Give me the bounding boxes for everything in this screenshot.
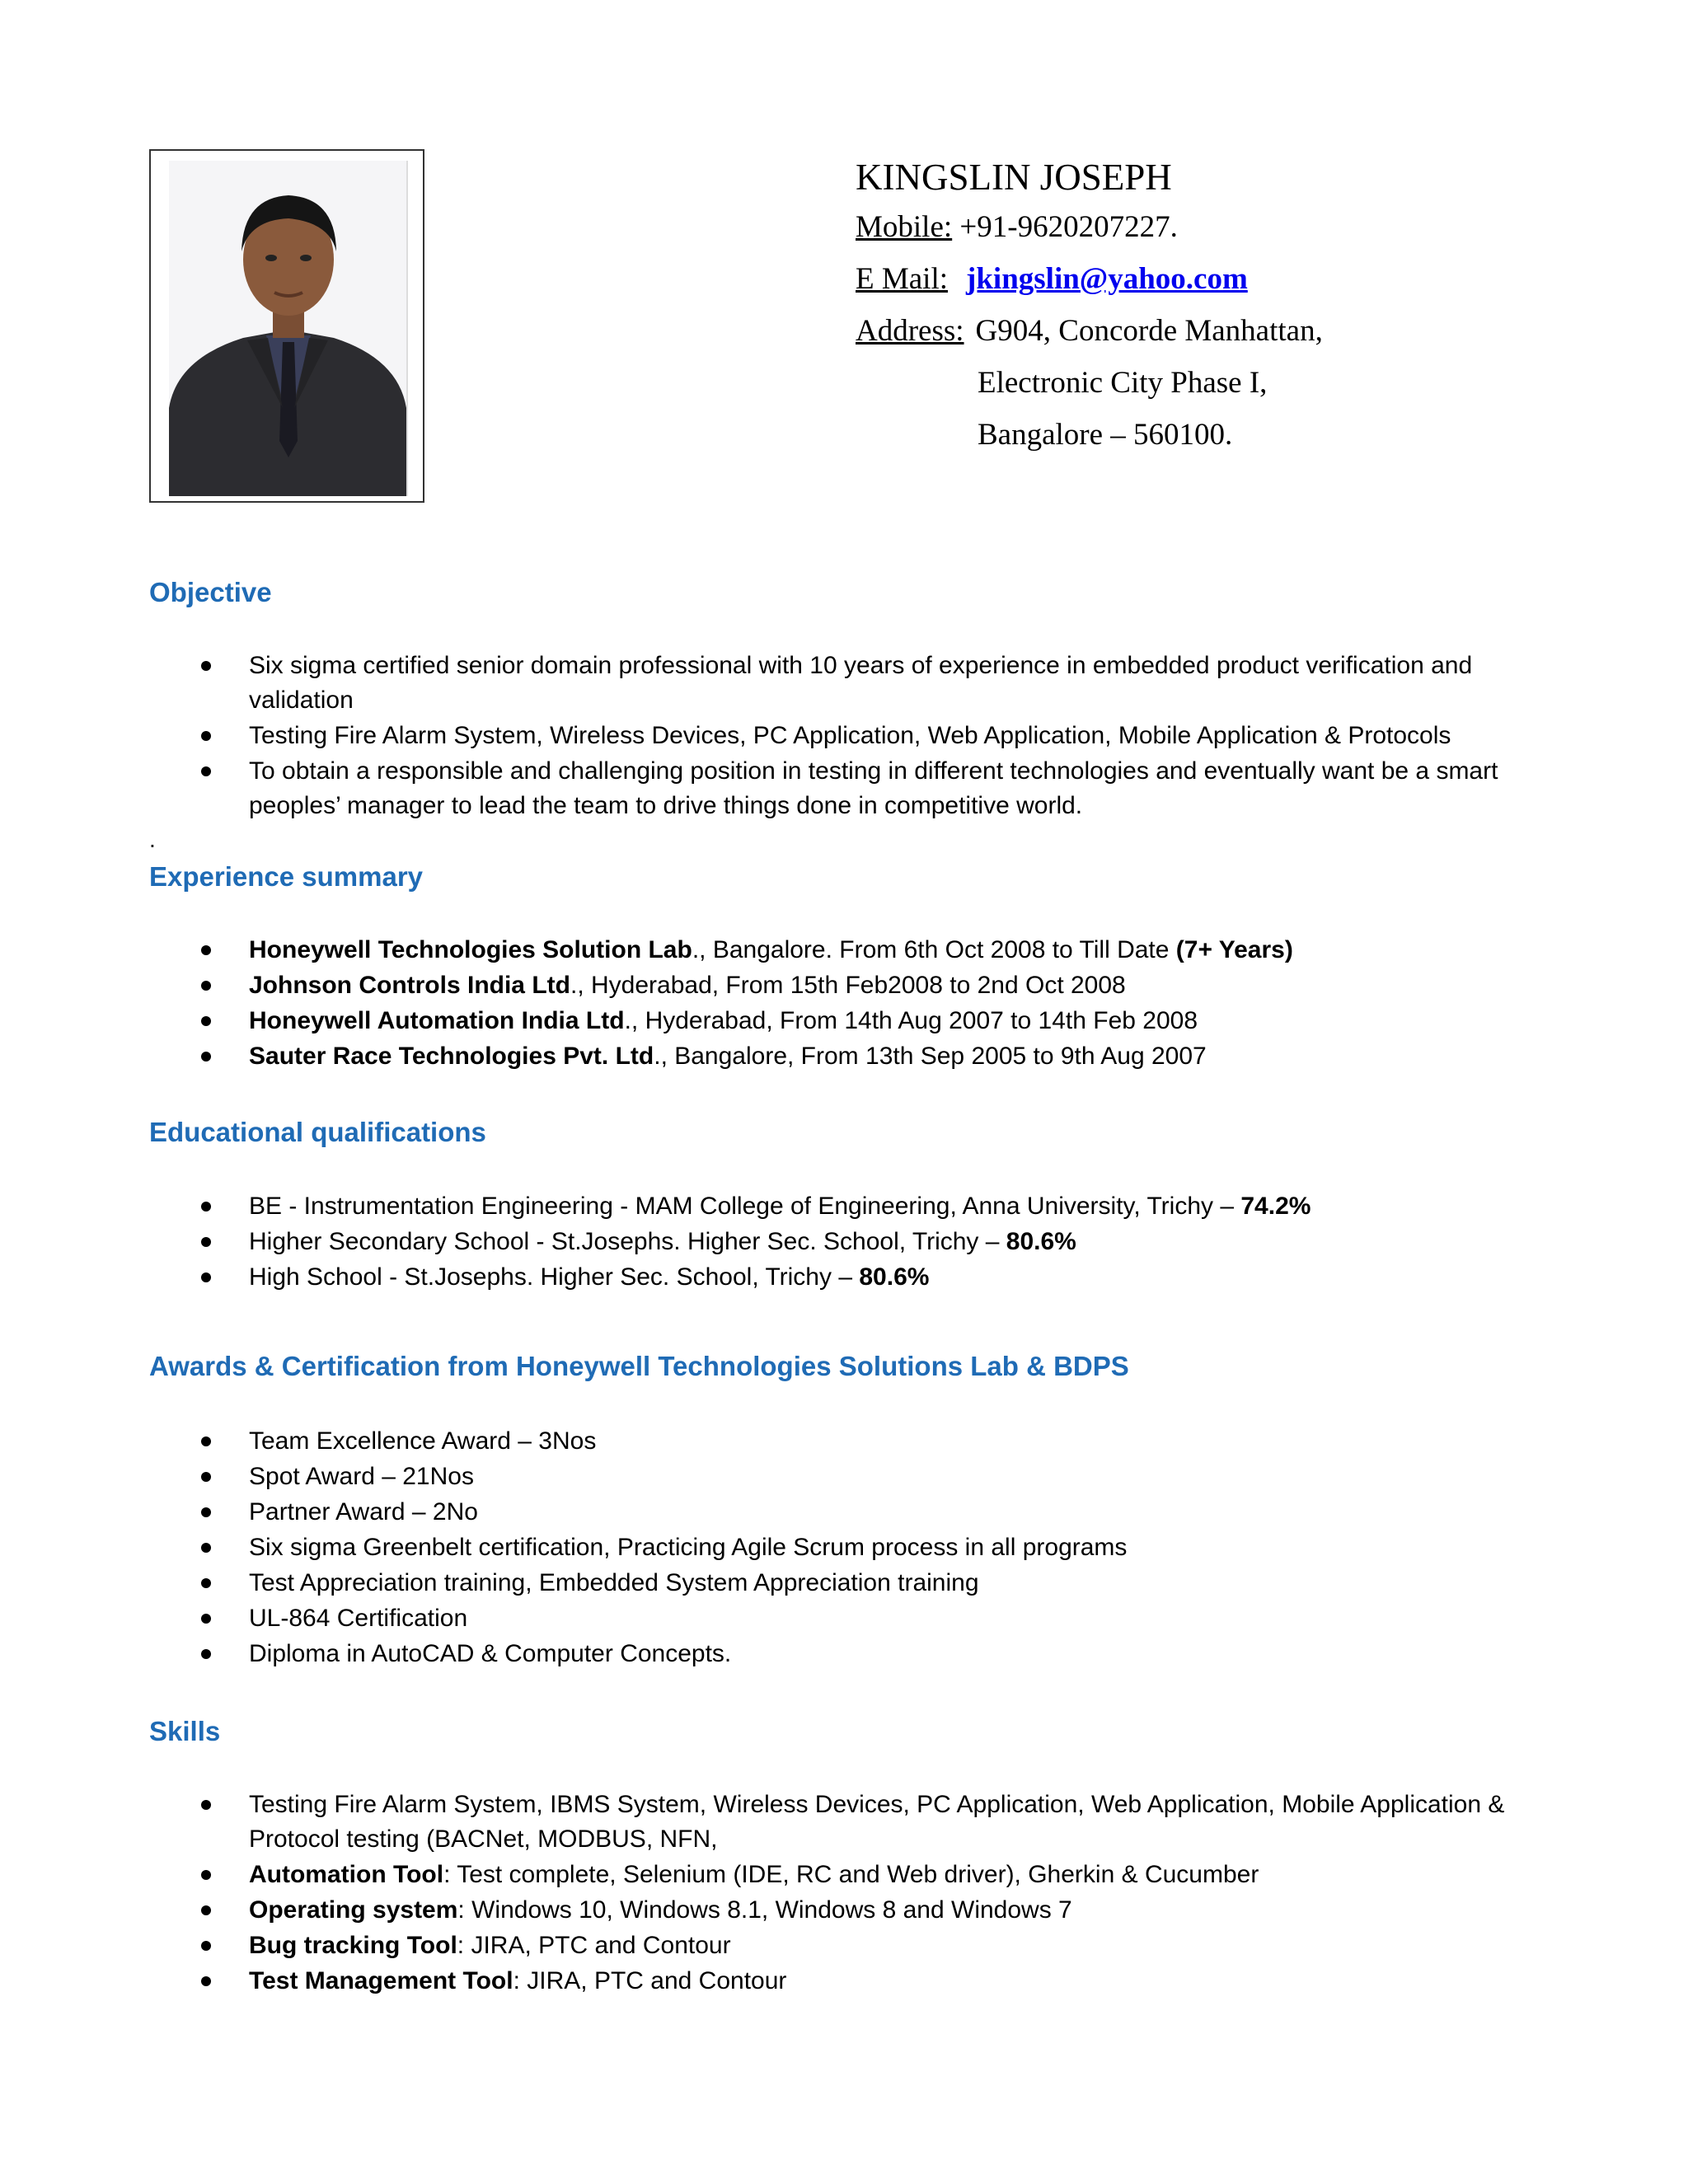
objective-list bbox=[201, 649, 1536, 824]
list-item bbox=[201, 968, 1536, 1003]
objective-heading: Objective bbox=[149, 577, 272, 607]
company-detail: ., Hyderabad, From 14th Aug 2007 to 14th Feb 2008 bbox=[624, 1007, 1198, 1034]
list-item bbox=[201, 1225, 1536, 1259]
contact-block bbox=[856, 153, 1323, 461]
address-line-1: G904, Concorde Manhattan, bbox=[975, 314, 1323, 348]
company-name: Honeywell Automation India Ltd bbox=[249, 1007, 625, 1034]
list-item: Six sigma Greenbelt certification, Practicing Agile Scrum process in all programs bbox=[201, 1530, 1536, 1565]
education-text: Higher Secondary School - St.Josephs. Higher Sec. School, Trichy – bbox=[249, 1228, 1006, 1255]
list-item: Spot Award – 21Nos bbox=[201, 1460, 1536, 1494]
list-item: Testing Fire Alarm System, IBMS System, Wireless Devices, PC Application, Web Application, Mobile Application & Protocol testing (BACNet, MODBUS, NFN, bbox=[201, 1788, 1536, 1857]
skill-label: Operating system bbox=[249, 1896, 458, 1924]
list-item bbox=[201, 1260, 1536, 1295]
address-row bbox=[856, 305, 1323, 357]
skill-value: : JIRA, PTC and Contour bbox=[457, 1932, 731, 1959]
skill-label: Test Management Tool bbox=[249, 1967, 513, 1994]
email-label: E Mail: bbox=[856, 262, 949, 296]
skill-value: : JIRA, PTC and Contour bbox=[513, 1967, 787, 1994]
stray-dot: . bbox=[149, 827, 156, 852]
education-score: 74.2% bbox=[1240, 1193, 1311, 1220]
education-list bbox=[201, 1189, 1536, 1296]
list-item bbox=[201, 1039, 1536, 1074]
list-item bbox=[201, 1964, 1536, 1999]
company-detail: ., Bangalore. From 6th Oct 2008 to Till Date bbox=[692, 936, 1176, 963]
list-item: Team Excellence Award – 3Nos bbox=[201, 1424, 1536, 1459]
awards-list bbox=[201, 1424, 1536, 1672]
experience-heading: Experience summary bbox=[149, 861, 424, 892]
skill-value: : Test complete, Selenium (IDE, RC and Web driver), Gherkin & Cucumber bbox=[443, 1861, 1259, 1888]
awards-heading: Awards & Certification from Honeywell Technologies Solutions Lab & BDPS bbox=[149, 1351, 1129, 1381]
skill-label: Automation Tool bbox=[249, 1861, 444, 1888]
candidate-name: KINGSLIN JOSEPH bbox=[856, 157, 1172, 198]
education-text: BE - Instrumentation Engineering - MAM College of Engineering, Anna University, Trichy – bbox=[249, 1193, 1241, 1220]
address-line-2: Electronic City Phase I, bbox=[978, 366, 1268, 400]
list-item bbox=[201, 1189, 1536, 1224]
list-item bbox=[201, 1858, 1536, 1892]
list-item: Six sigma certified senior domain professional with 10 years of experience in embedded product verification and validation bbox=[201, 649, 1536, 718]
profile-photo bbox=[169, 161, 408, 496]
list-item: To obtain a responsible and challenging position in testing in different technologies and eventually want be a smart peoples’ manager to lead the team to drive things done in competitive world. bbox=[201, 754, 1536, 823]
education-text: High School - St.Josephs. Higher Sec. School, Trichy – bbox=[249, 1263, 860, 1291]
company-detail: ., Hyderabad, From 15th Feb2008 to 2nd Oct 2008 bbox=[570, 972, 1126, 999]
skills-heading: Skills bbox=[149, 1716, 221, 1746]
email-link[interactable]: jkingslin@yahoo.com bbox=[966, 262, 1248, 296]
list-item bbox=[201, 933, 1536, 968]
skill-value: : Windows 10, Windows 8.1, Windows 8 and Windows 7 bbox=[457, 1896, 1072, 1924]
list-item bbox=[201, 1929, 1536, 1963]
tenure: (7+ Years) bbox=[1175, 936, 1293, 963]
mobile-row bbox=[856, 201, 1323, 253]
list-item: UL-864 Certification bbox=[201, 1601, 1536, 1636]
experience-list bbox=[201, 933, 1536, 1075]
email-row bbox=[856, 253, 1323, 305]
company-name: Johnson Controls India Ltd bbox=[249, 972, 570, 999]
list-item bbox=[201, 1004, 1536, 1038]
list-item: Partner Award – 2No bbox=[201, 1495, 1536, 1530]
education-score: 80.6% bbox=[1006, 1228, 1076, 1255]
company-name: Honeywell Technologies Solution Lab bbox=[249, 936, 692, 963]
education-score: 80.6% bbox=[859, 1263, 930, 1291]
person-portrait-icon bbox=[169, 161, 406, 496]
company-detail: ., Bangalore, From 13th Sep 2005 to 9th Aug 2007 bbox=[654, 1043, 1207, 1070]
list-item: Testing Fire Alarm System, Wireless Devices, PC Application, Web Application, Mobile Application & Protocols bbox=[201, 719, 1536, 753]
education-heading: Educational qualifications bbox=[149, 1117, 486, 1147]
list-item bbox=[201, 1893, 1536, 1928]
profile-photo-frame bbox=[149, 149, 424, 503]
mobile-value: +91-9620207227. bbox=[952, 210, 1178, 244]
list-item: Test Appreciation training, Embedded System Appreciation training bbox=[201, 1566, 1536, 1601]
mobile-label: Mobile: bbox=[856, 210, 953, 244]
skills-list bbox=[201, 1788, 1536, 1999]
address-line-3: Bangalore – 560100. bbox=[978, 418, 1233, 452]
list-item: Diploma in AutoCAD & Computer Concepts. bbox=[201, 1637, 1536, 1671]
skill-label: Bug tracking Tool bbox=[249, 1932, 457, 1959]
address-label: Address: bbox=[856, 314, 964, 348]
company-name: Sauter Race Technologies Pvt. Ltd bbox=[249, 1043, 654, 1070]
